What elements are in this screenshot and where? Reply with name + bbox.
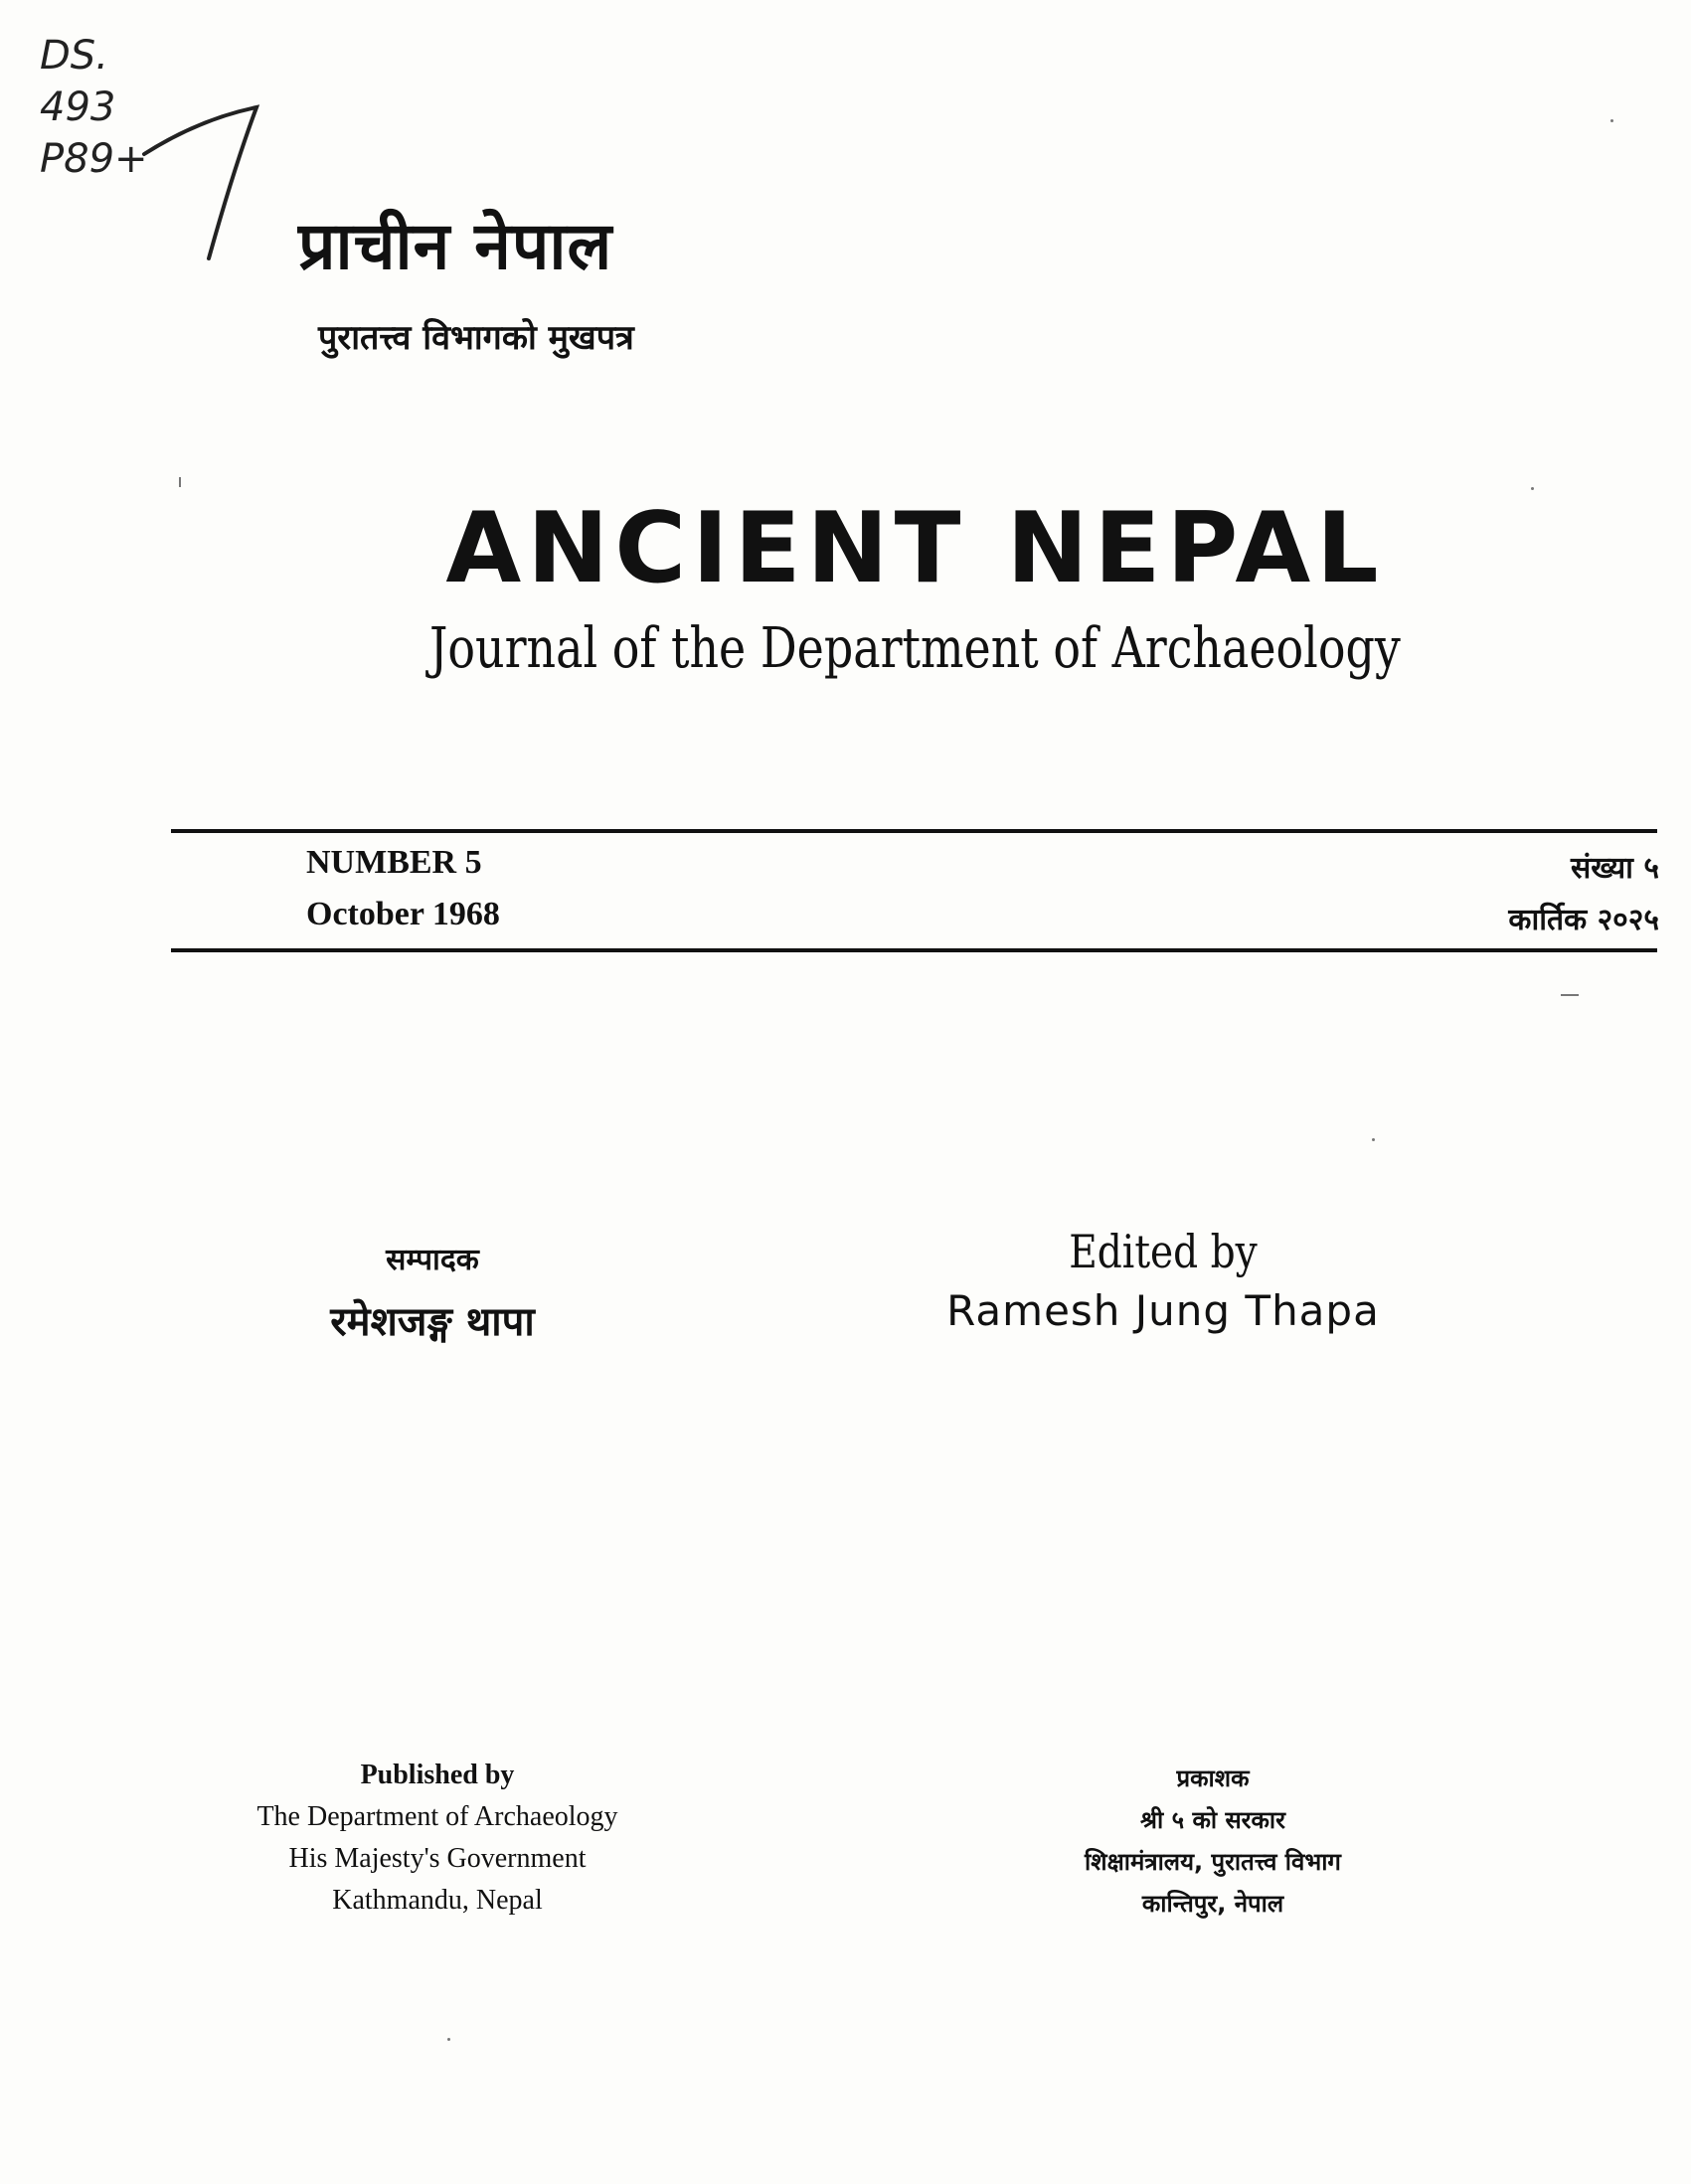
editor-name: Ramesh Jung Thapa bbox=[946, 1286, 1380, 1335]
scan-speck bbox=[447, 2038, 450, 2041]
call-number-line: 493 bbox=[40, 84, 116, 130]
journal-subtitle: Journal of the Department of Archaeology bbox=[428, 616, 1401, 681]
issue-date-nepali: कार्तिक २०२५ bbox=[1508, 903, 1659, 937]
editor-block-nepali bbox=[298, 1238, 567, 1347]
publisher-block-nepali bbox=[994, 1758, 1432, 1925]
publisher-line: Kathmandu, Nepal bbox=[332, 1885, 543, 1916]
scan-speck bbox=[1372, 1138, 1375, 1141]
publisher-label: Published by bbox=[360, 1760, 515, 1790]
editor-label-nepali: सम्पादक bbox=[386, 1243, 479, 1277]
publisher-line: The Department of Archaeology bbox=[256, 1801, 618, 1832]
scan-speck bbox=[1561, 994, 1579, 996]
scan-speck bbox=[179, 477, 181, 487]
call-number-line: DS. bbox=[40, 33, 108, 79]
issue-number-nepali: संख्या ५ bbox=[1570, 851, 1659, 886]
publisher-label-nepali: प्रकाशक bbox=[1176, 1764, 1250, 1792]
publisher-line-nepali: श्री ५ को सरकार bbox=[1140, 1806, 1285, 1834]
issue-info-english bbox=[306, 837, 500, 940]
divider-rule-top bbox=[171, 829, 1657, 833]
scan-speck bbox=[1610, 119, 1613, 122]
nepali-subtitle: पुरातत्त्व विभागको मुखपत्र bbox=[318, 318, 634, 358]
handwritten-seven-mark bbox=[139, 99, 268, 278]
publisher-block-english bbox=[199, 1755, 676, 1922]
editor-name-nepali: रमेशजङ्ग थापा bbox=[330, 1299, 535, 1345]
call-number-line: P89+ bbox=[40, 136, 148, 182]
issue-info-nepali bbox=[1508, 843, 1659, 946]
scan-speck bbox=[1531, 487, 1534, 490]
handwritten-call-number bbox=[40, 30, 239, 258]
journal-title: ANCIENT NEPAL bbox=[445, 492, 1385, 605]
editor-label: Edited by bbox=[1069, 1225, 1258, 1278]
nepali-title: प्राचीन नेपाल bbox=[298, 208, 613, 284]
issue-number: NUMBER 5 bbox=[306, 844, 482, 881]
editor-block-english bbox=[895, 1225, 1432, 1335]
publisher-line-nepali: कान्तिपुर, नेपाल bbox=[1141, 1890, 1284, 1918]
publisher-line: His Majesty's Government bbox=[288, 1843, 587, 1874]
issue-date: October 1968 bbox=[306, 896, 500, 932]
publisher-line-nepali: शिक्षामंत्रालय, पुरातत्त्व विभाग bbox=[1085, 1848, 1341, 1876]
divider-rule-bottom bbox=[171, 948, 1657, 952]
